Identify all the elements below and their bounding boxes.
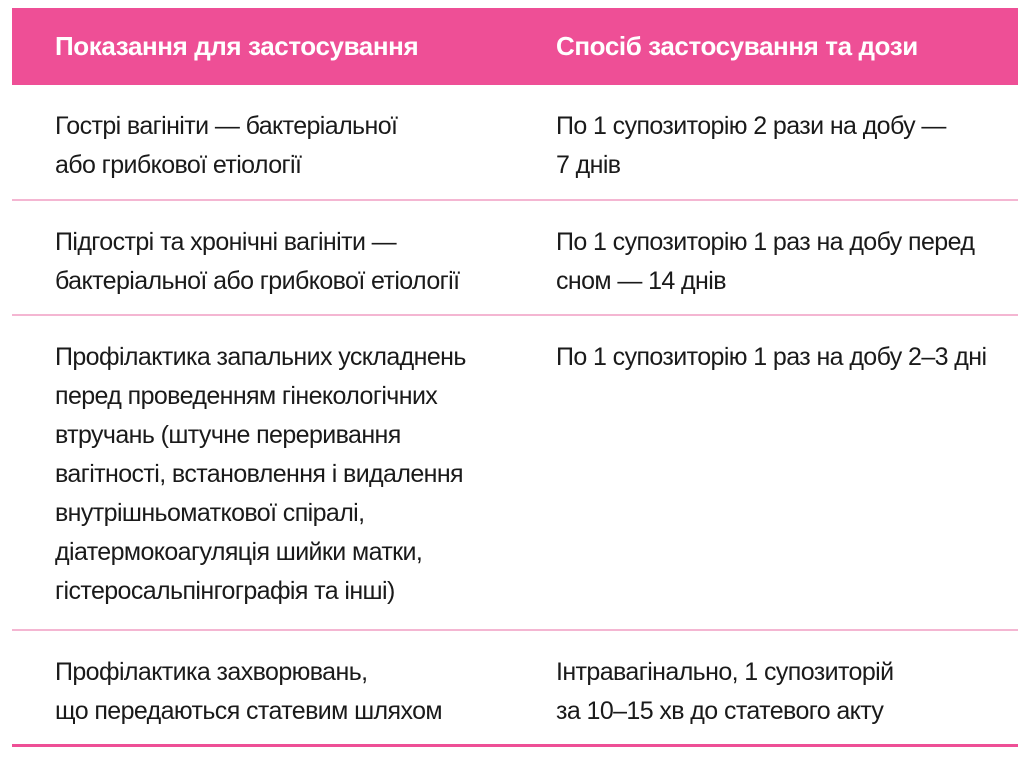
dosage-line: за 10–15 хв до статевого акту	[556, 697, 884, 725]
indication-line: Підгострі та хронічні вагініти —	[55, 228, 397, 256]
dosage-cell	[556, 338, 1016, 377]
indication-line: Гострі вагініти — бактеріальної	[55, 112, 398, 140]
indication-cell	[55, 653, 495, 731]
table-header	[12, 8, 1018, 85]
indication-line: бактеріальної або грибкової етіології	[55, 267, 460, 295]
indication-line: внутрішньоматкової спіралі,	[55, 499, 365, 527]
indication-line: вагітності, встановлення і видалення	[55, 460, 463, 488]
indication-cell	[55, 107, 495, 185]
indication-line: перед проведенням гінекологічних	[55, 382, 438, 410]
indication-line: що передаються статевим шляхом	[55, 697, 442, 725]
table-row	[12, 201, 1018, 316]
dosage-line: 7 днів	[556, 151, 621, 179]
dosage-cell	[556, 223, 1016, 301]
indication-line: гістеросальпінгографія та інші)	[55, 577, 395, 605]
indication-line: Профілактика захворювань,	[55, 658, 368, 686]
dosage-cell	[556, 107, 1016, 185]
header-dosage: Спосіб застосування та дози	[556, 31, 918, 61]
dosage-line: По 1 супозиторію 2 рази на добу —	[556, 112, 946, 140]
dosage-line: Інтравагінально, 1 супозиторій	[556, 658, 894, 686]
indication-cell	[55, 338, 495, 611]
dosage-table	[12, 8, 1018, 747]
table-row	[12, 631, 1018, 747]
indication-line: втручань (штучне переривання	[55, 421, 401, 449]
dosage-line: сном — 14 днів	[556, 267, 726, 295]
dosage-line: По 1 супозиторію 1 раз на добу перед	[556, 228, 975, 256]
dosage-line: По 1 супозиторію 1 раз на добу 2–3 дні	[556, 343, 987, 371]
table-row	[12, 316, 1018, 631]
indication-cell	[55, 223, 495, 301]
indication-line: діатермокоагуляція шийки матки,	[55, 538, 423, 566]
header-indication: Показання для застосування	[55, 31, 419, 61]
dosage-cell	[556, 653, 1016, 731]
indication-line: Профілактика запальних ускладнень	[55, 343, 466, 371]
table-row	[12, 85, 1018, 201]
indication-line: або грибкової етіології	[55, 151, 302, 179]
